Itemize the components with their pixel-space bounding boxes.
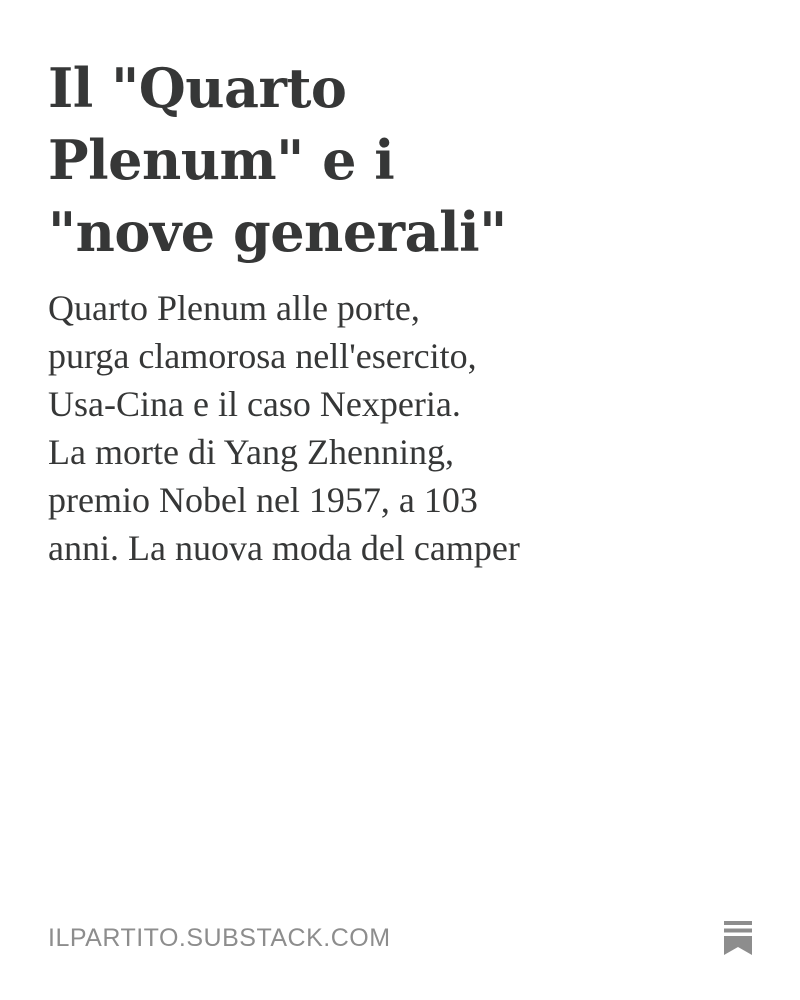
- post-subtitle-line: premio Nobel nel 1957, a 103: [48, 480, 478, 520]
- post-title-line: "nove generali": [48, 200, 507, 264]
- substack-bookmark-icon: [724, 921, 752, 955]
- post-subtitle-line: Usa-Cina e il caso Nexperia.: [48, 384, 461, 424]
- post-subtitle-line: La morte di Yang Zhenning,: [48, 432, 454, 472]
- post-footer: [48, 918, 752, 958]
- post-subtitle: [48, 284, 748, 572]
- post-title: [48, 52, 568, 268]
- publication-domain[interactable]: ILPARTITO.SUBSTACK.COM: [48, 923, 391, 952]
- post-title-line: Plenum" e i: [48, 128, 395, 192]
- post-subtitle-line: Quarto Plenum alle porte,: [48, 288, 420, 328]
- post-subtitle-line: purga clamorosa nell'esercito,: [48, 336, 477, 376]
- post-title-line: Il "Quarto: [48, 56, 347, 120]
- post-subtitle-line: anni. La nuova moda del camper: [48, 528, 520, 568]
